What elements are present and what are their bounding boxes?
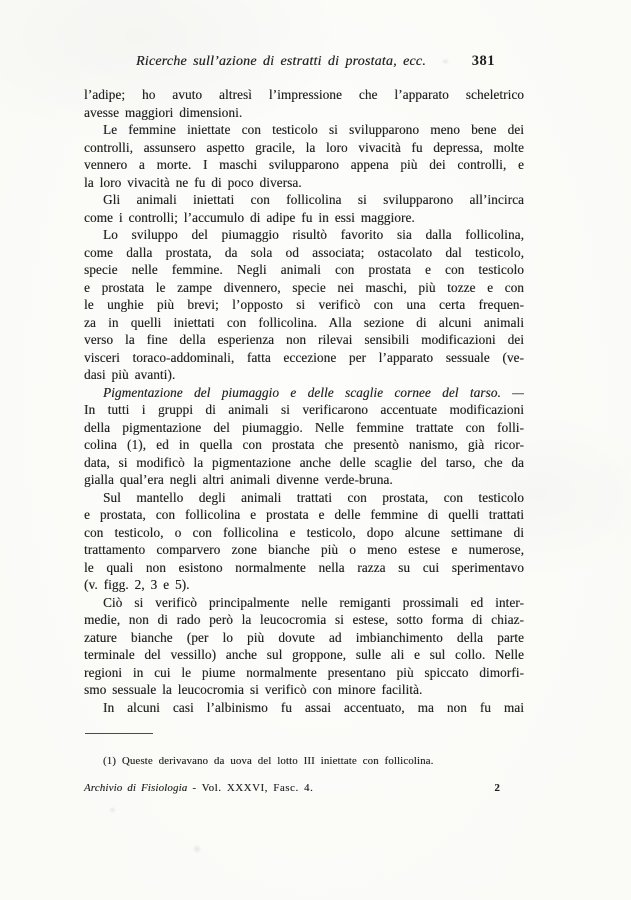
body-text (84, 86, 524, 716)
text-line: Le femmine iniettate con testicolo si svilupparono meno bene dei (103, 122, 524, 137)
text-line: Lo sviluppo del piumaggio risultò favorito sia dalla follicolina, (103, 227, 524, 242)
text-line: za in quelli iniettati con follicolina. Alla sezione di alcuni animali (84, 314, 524, 330)
text-line: regioni in cui le piume normalmente presentano più spiccato dimorfi- (84, 664, 524, 680)
page-footer (84, 782, 524, 794)
text-line: come i controlli; l’accumulo di adipe fu in essi maggiore. (84, 209, 415, 225)
text-line: come dalla prostata, da sola od associata; ostacolato dal testicolo, (84, 244, 524, 260)
text-line: terminale del vessillo) anche sul groppone, sulle ali e sul collo. Nelle (84, 647, 524, 662)
text-line: dasi più avanti). (84, 367, 176, 382)
text-line: smo sessuale la leucocromia si verificò con minore facilità. (84, 682, 423, 697)
text-line: la loro vivacità ne fu di poco diversa. (84, 174, 302, 190)
running-title: Ricerche sull’azione di estratti di prostata, ecc. (136, 54, 426, 69)
text-line: trattamento comparvero zone bianche più o meno estese e numerose, (84, 542, 524, 557)
text-line: data, si modificò la pigmentazione anche delle scaglie del tarso, che da (84, 454, 524, 470)
text-line: e prostata, con follicolina e prostata e delle femmine di quelli trattati (84, 507, 524, 522)
text-line: Ciò si verificò principalmente nelle remiganti prossimali ed inter- (103, 594, 524, 610)
scan-speck (443, 60, 448, 63)
text-line: Gli animali iniettati con follicolina si svilupparono all’incirca (103, 192, 524, 207)
scan-speck (194, 846, 200, 852)
text-line: visceri toraco-addominali, fatta eccezione per l’apparato sessuale (ve- (84, 349, 524, 365)
text-line: con testicolo, o con follicolina e testicolo, dopo alcune settimane di (84, 524, 524, 540)
signature-number: 2 (494, 782, 500, 794)
volume-info: - Vol. XXXVI, Fasc. 4. (192, 782, 314, 794)
text-line: le quali non esistono normalmente nella razza su cui sperimentavo (84, 559, 524, 575)
text-line: (v. figg. 2, 3 e 5). (84, 577, 190, 592)
text-line: verso la fine della esperienza non rilevai sensibili modificazioni dei (84, 332, 524, 347)
text-line: e prostata le zampe divennero, specie nei maschi, più tozze e con (84, 279, 524, 295)
text-line: Sul mantello degli animali trattati con prostata, con testicolo (103, 489, 524, 505)
text-line: l’adipe; ho avuto altresì l’impressione che l’apparato scheletrico (84, 87, 524, 102)
text-line: Pigmentazione del piumaggio e delle scaglie cornee del tarso. — (103, 384, 524, 400)
text-line: zature bianche (per lo più dovute ad imbianchimento della parte (84, 629, 524, 645)
text-line: vennero a morte. I maschi svilupparono appena più dei controlli, e (84, 157, 524, 172)
text-line: colina (1), ed in quella con prostata che presentò nanismo, già ricor- (84, 437, 524, 452)
scan-speck (110, 808, 115, 812)
text-line: gialla qual’era negli altri animali divenne verde-bruna. (84, 472, 393, 487)
footnote: (1) Queste derivavano da uova del lotto III iniettate con follicolina. (103, 755, 434, 767)
text-line: In alcuni casi l’albinismo fu assai accentuato, ma non fu mai (103, 699, 524, 715)
text-line: In tutti i gruppi di animali si verificarono accentuate modificazioni (84, 402, 524, 417)
footnote-separator (85, 733, 153, 734)
journal-title: Archivio di Fisiologia (84, 782, 188, 794)
running-head (84, 54, 524, 74)
text-line: della pigmentazione del piumaggio. Nelle femmine trattate con folli- (84, 419, 524, 435)
page-number: 381 (471, 53, 495, 69)
text-line: specie nelle femmine. Negli animali con prostata e con testicolo (84, 262, 524, 277)
text-line: le unghie più brevi; l’opposto si verificò con una certa frequen- (84, 297, 524, 312)
text-line: medie, non di rado però la leucocromia si estese, sotto forma di chiaz- (84, 612, 524, 627)
text-line: avesse maggiori dimensioni. (84, 104, 243, 120)
text-line: controlli, assunsero aspetto gracile, la loro vivacità fu depressa, molte (84, 139, 524, 155)
